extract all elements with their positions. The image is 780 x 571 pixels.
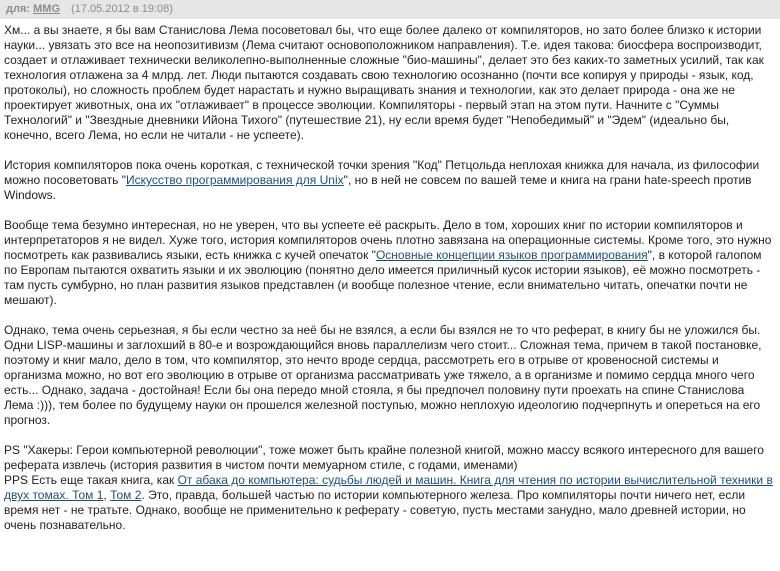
paragraph-6-text-b: . Это, правда, большей частью по истории компьютерного железа. Про компиляторы почти ничего нет, если время нет - не тратьте. Однако, вообще не применительно к реферату - советую, пусть местами занудно, мало древней истории, но очень познавательно. xyxy=(4,488,746,532)
languages-book-link[interactable]: Основные концепции языков программирования xyxy=(375,248,648,262)
author-prefix: для: xyxy=(6,3,31,15)
paragraph-2-text-a: История компиляторов пока очень короткая, с технической точки зрения "Код" Петцольда неплохая книжка для начала, из философии можно посоветовать " xyxy=(4,158,760,187)
paragraph-3 xyxy=(4,218,774,308)
author-link[interactable]: MMG xyxy=(33,3,61,15)
paragraph-6 xyxy=(4,473,774,533)
post-body xyxy=(0,19,780,533)
paragraph-5: PS "Хакеры: Герои компьютерной революции", тоже может быть крайне полезной книгой, можно массу всякого интересного для вашего реферата извлечь (история развития в чистом почти мемуарном стиле, с годами, именами) xyxy=(4,443,764,472)
paragraph-6-text-a: PPS Есть еще такая книга, как xyxy=(4,473,178,487)
abacus-book-vol2-link[interactable]: Том 2 xyxy=(110,488,142,502)
paragraph-1: Хм... а вы знаете, я бы вам Станислова Лема посоветовал бы, что еще более далеко от компиляторов, но зато более близко к истории науки... увязать это все на неопозитивизм (Лема считают основоположником направления). Т.е. идея такова: биосфера воспроизводит, создает и отлаживает технически великолепно-выполненные сложные "био-машины", делает это без каких-то заметных усилий, так как технология отлажена за 4 млрд. лет. Люди пытаются создавать свою технологию осознанно (почти все копируя у природы - язык, код, протоколы), но сложность проблем будет нарастать и нужно выращивать знания и технологии, как это делает природа - она же не проектирует животных, она их "отлаживает" в процессе эволюции. Компиляторы - первый этап на этом пути. Начните с "Суммы Технологий" и "Звездные дневники Ийона Тихого" (путешествие 21), ну если время будет "Непобедимый" и "Эдем" (идеально бы, конечно, всего Лема, но если не читали - не успеете). xyxy=(4,23,764,142)
unix-book-link[interactable]: Искусство программирования для Unix xyxy=(125,173,344,187)
paragraph-3-text-b: ", в которой галопом по Европам пытаются охватить языки и их эволюцию (понятно дело имеется приличный кусок истории языков), её можно посмотреть - там пусть сумбурно, но план развития языков представлен (и вообще полезное чтение, если внимательно читать, опечатки почти не мешают). xyxy=(4,248,762,307)
paragraph-6-separator: , xyxy=(103,488,111,502)
post-header xyxy=(0,0,780,19)
paragraph-3-text-a: Вообще тема безумно интересная, но не уверен, что вы успеете её раскрыть. Дело в том, хороших книг по истории компиляторов и интерпретаторов я не видел. Хуже того, история компиляторов очень плотно завязана на операционные системы. Кроме того, это нужно посмотреть как развивались языки, есть книжка с кучей опечаток " xyxy=(4,218,772,262)
paragraph-4: Однако, тема очень серьезная, я бы если честно за неё бы не взялся, а если бы взялся не то что реферат, в книгу бы не уложился бы. Одни LISP-машины и заглохший в 80-е и возрождающийся вновь параллелизм чего стоит... Сложная тема, причем в такой постановке, поэтому и книг мало, дело в том, что компилятор, это нечто вроде сердца, рассмотреть его в отрыве от кровеносной системы и организма можно, но вот его эволюцию в отрыве от организма рассматривать уже тяжело, а в организме и помимо сердца много чего есть... Однако, задача - достойная! Если бы она передо мной стояла, я бы предпочел половину пути проехать на спине Станислова Лема :))), тем более по будущему науки он прошелся железной поступью, можно неплохую идеологию подчерпнуть и опереться на его прогноз. xyxy=(4,323,762,427)
abacus-book-vol1-link[interactable]: От абака до компьютера: судьбы людей и машин. Книга для чтения по истории вычислительной техники в двух томах. Том 1 xyxy=(4,473,773,502)
paragraph-2-text-b: ", но в ней не совсем по вашей теме и книга на грани hate-speech против Windows. xyxy=(4,173,752,202)
post-date: (17.05.2012 в 19:08) xyxy=(71,3,173,15)
paragraph-2 xyxy=(4,158,774,203)
